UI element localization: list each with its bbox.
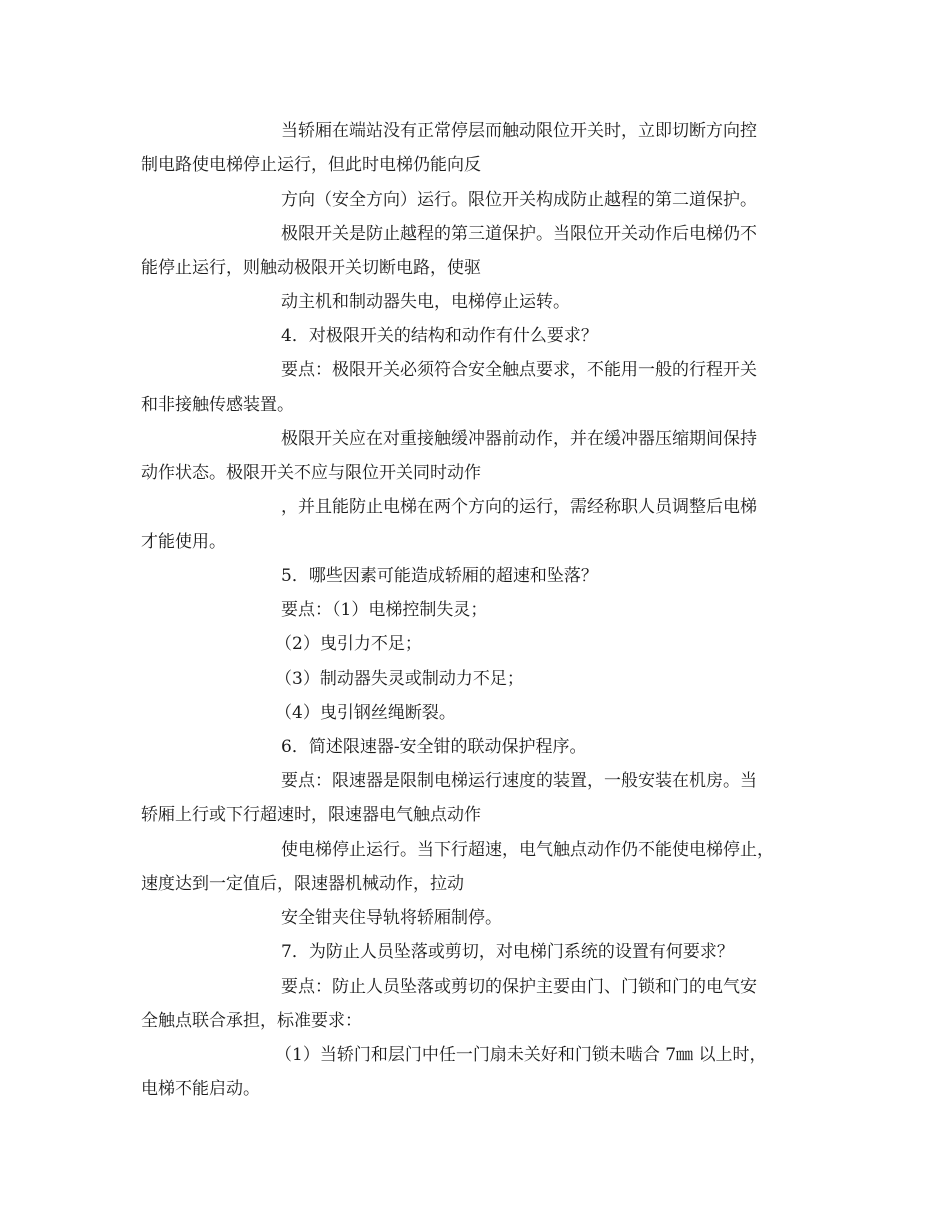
text-line: ，并且能防止电梯在两个方向的运行，需经称职人员调整后电梯 [281,497,757,517]
list-item: （1）当轿门和层门中任一门扇未关好和门锁未啮合 7㎜ 以上时， [275,1045,767,1065]
text-line: 极限开关是防止越程的第三道保护。当限位开关动作后电梯仍不 [281,224,757,244]
text-line: 方向（安全方向）运行。限位开关构成防止越程的第二道保护。 [281,190,757,210]
text-line: 安全钳夹住导轨将轿厢制停。 [281,908,502,928]
text-line: 要点：（1）电梯控制失灵； [281,600,488,620]
text-line: 使电梯停止运行。当下行超速，电气触点动作仍不能使电梯停止， [281,840,774,860]
text-line: 动主机和制动器失电，电梯停止运转。 [281,292,570,312]
text-line: 要点：限速器是限制电梯运行速度的装置，一般安装在机房。当 [281,771,757,791]
text-line: 动作状态。极限开关不应与限位开关同时动作 [141,463,481,483]
text-line: 轿厢上行或下行超速时，限速器电气触点动作 [141,805,481,825]
question-heading: 7．为防止人员坠落或剪切，对电梯门系统的设置有何要求？ [281,942,734,962]
list-item: （3）制动器失灵或制动力不足； [275,669,524,689]
list-item: （2）曳引力不足； [275,634,422,654]
text-line: 极限开关应在对重接触缓冲器前动作，并在缓冲器压缩期间保持 [281,429,757,449]
text-line: 速度达到一定值后，限速器机械动作，拉动 [141,874,464,894]
text-line: 和非接触传感装置。 [141,395,294,415]
text-line: 电梯不能启动。 [141,1079,260,1099]
text-line: 制电路使电梯停止运行，但此时电梯仍能向反 [141,155,481,175]
text-line: 当轿厢在端站没有正常停层而触动限位开关时，立即切断方向控 [281,121,757,141]
question-heading: 6．简述限速器-安全钳的联动保护程序。 [281,737,587,757]
text-line: 能停止运行，则触动极限开关切断电路，使驱 [141,258,481,278]
text-line: 要点：防止人员坠落或剪切的保护主要由门、门锁和门的电气安 [281,977,757,997]
text-line: 要点：极限开关必须符合安全触点要求，不能用一般的行程开关 [281,360,757,380]
text-line: 才能使用。 [141,532,226,552]
question-heading: 4．对极限开关的结构和动作有什么要求？ [281,326,598,346]
text-line: 全触点联合承担，标准要求： [141,1011,362,1031]
question-heading: 5．哪些因素可能造成轿厢的超速和坠落？ [281,566,598,586]
list-item: （4）曳引钢丝绳断裂。 [275,703,456,723]
